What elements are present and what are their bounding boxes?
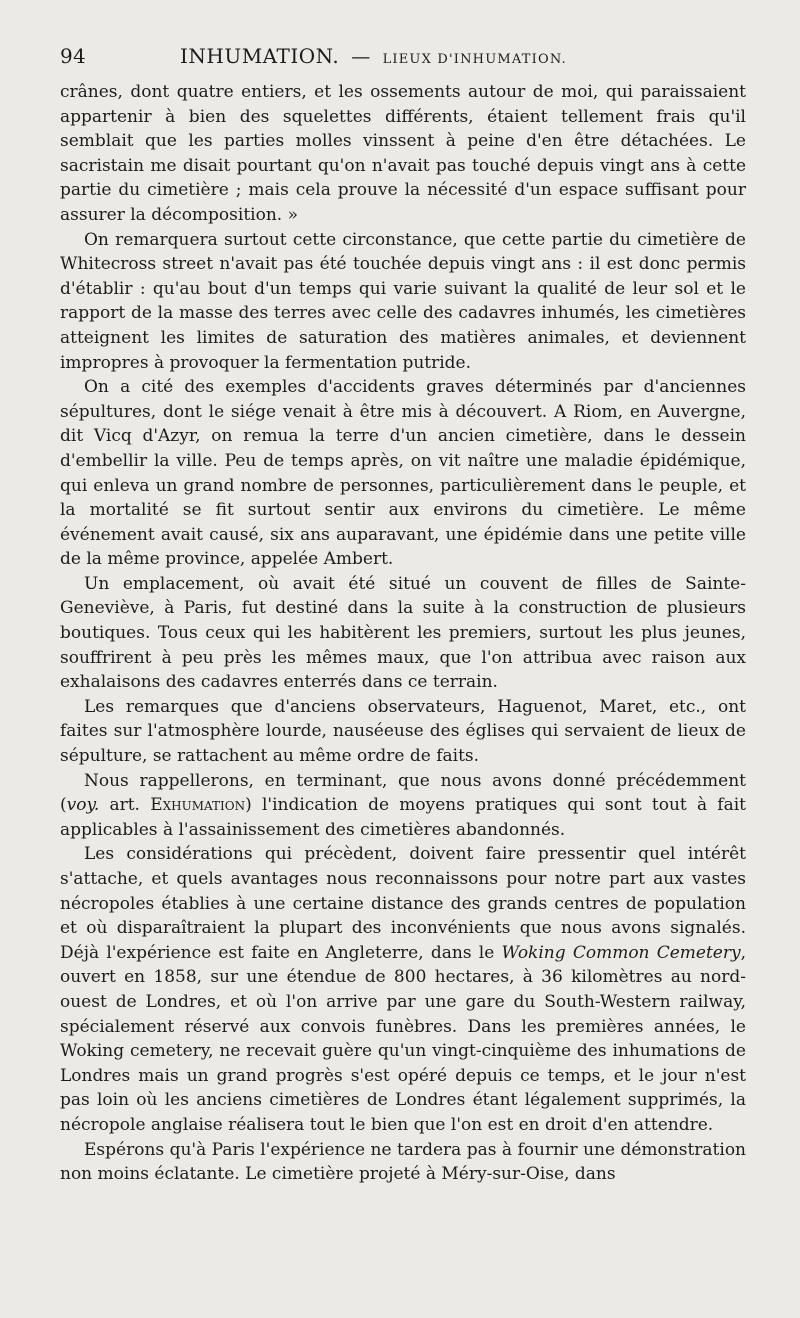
paragraph bbox=[60, 375, 746, 572]
paragraph bbox=[60, 228, 746, 376]
paragraph-text: On a cité des exemples d'accidents graves déterminés par d'anciennes sépultures, dont le siége venait à être mis à découvert. A Riom, en Auvergne, dit Vicq d'Azyr, on remua la terre d'un ancien cimetière, dans le dessein d'embellir la ville. Peu de temps après, on vit naître une maladie épidémique, qui enleva un grand nombre de personnes, particulièrement dans le peuple, et la mortalité se fit surtout sentir aux environs du cimetière. Le même événement avait causé, six ans auparavant, une épidémie dans une petite ville de la même province, appelée Ambert. bbox=[60, 377, 746, 570]
paragraph bbox=[60, 769, 746, 843]
paragraph-text: Les remarques que d'anciens observateurs, Haguenot, Maret, etc., ont faites sur l'atmosphère lourde, nauséeuse des églises qui servaient de lieux de sépulture, se rattachent au même ordre de faits. bbox=[60, 696, 746, 767]
paragraph-text: Espérons qu'à Paris l'expérience ne tardera pas à fournir une démonstration non moins éclatante. Le cimetière projeté à Méry-sur-Oise, dans bbox=[60, 1139, 746, 1185]
paragraph bbox=[60, 80, 746, 228]
paragraph-text: ) l'indication de moyens pratiques qui sont tout à fait applicables à l'assainissement des cimetières abandonnés. bbox=[60, 795, 746, 840]
smallcaps-text: Exhumation bbox=[150, 795, 246, 816]
paragraph-text: Un emplacement, où avait été situé un couvent de filles de Sainte-Geneviève, à Paris, fut destiné dans la suite à la construction de plusieurs boutiques. Tous ceux qui les habitèrent les premiers, surtout les plus jeunes, souffrirent à peu près les mêmes maux, que l'on attribua avec raison aux exhalaisons des cadavres enterrés dans ce terrain. bbox=[60, 573, 746, 693]
body-text bbox=[60, 80, 746, 1187]
paragraph-text: , ouvert en 1858, sur une étendue de 800 hectares, à 36 kilomètres au nord-ouest de Londres, et où l'on arrive par une gare du South-Western railway, spécialement réservé aux convois funèbres. Dans les premières années, le Woking cemetery, ne recevait guère qu'un vingt-cinquième des inhumations de Londres mais un grand progrès s'est opéré depuis ce temps, et le jour n'est pas loin où les anciens cimetières de Londres étant légalement supprimés, la nécropole anglaise réalisera tout le bien que l'on est en droit d'en attendre. bbox=[60, 942, 747, 1135]
running-title: INHUMATION. bbox=[180, 44, 340, 68]
italic-text: voy. bbox=[66, 795, 100, 816]
running-header bbox=[60, 44, 746, 80]
paragraph bbox=[60, 842, 746, 1137]
italic-text: Woking Common Cemetery bbox=[501, 942, 741, 963]
paragraph bbox=[60, 572, 746, 695]
paragraph bbox=[60, 1138, 746, 1187]
paragraph-text: crânes, dont quatre entiers, et les ossements autour de moi, qui paraissaient appartenir à bien des squelettes différents, étaient tellement frais qu'il semblait que les parties molles vinssent à peine d'en être détachées. Le sacristain me disait pourtant qu'on n'avait pas touché depuis vingt ans à cette partie du cimetière ; mais cela prouve la nécessité d'un espace suffisant pour assurer la décomposition. » bbox=[60, 82, 746, 225]
section-title: LIEUX D'INHUMATION. bbox=[382, 52, 567, 67]
paragraph bbox=[60, 695, 746, 769]
paragraph-text: Les considérations qui précèdent, doivent faire pressentir quel intérêt s'attache, et quels avantages nous reconnaissons pour notre part aux vastes nécropoles établies à une certaine distance des grands centres de population et où disparaîtraient la plupart des inconvénients que nous avons signalés. Déjà l'expérience est faite en Angleterre, dans le bbox=[60, 844, 746, 963]
header-dash: — bbox=[351, 46, 371, 68]
paragraph-text: art. bbox=[99, 795, 151, 816]
page-number: 94 bbox=[60, 44, 87, 68]
paragraph-text: On remarquera surtout cette circonstance, que cette partie du cimetière de Whitecross street n'avait pas été touchée depuis vingt ans : il est donc permis d'établir : qu'au bout d'un temps qui varie suivant la qualité de leur sol et le rapport de la masse des terres avec celle des cadavres inhumés, les cimetières atteignent les limites de saturation des matières animales, et deviennent impropres à provoquer la fermentation putride. bbox=[60, 229, 746, 373]
paragraph-text: Nous rappellerons, en terminant, que nous avons donné précédemment ( bbox=[60, 770, 746, 816]
